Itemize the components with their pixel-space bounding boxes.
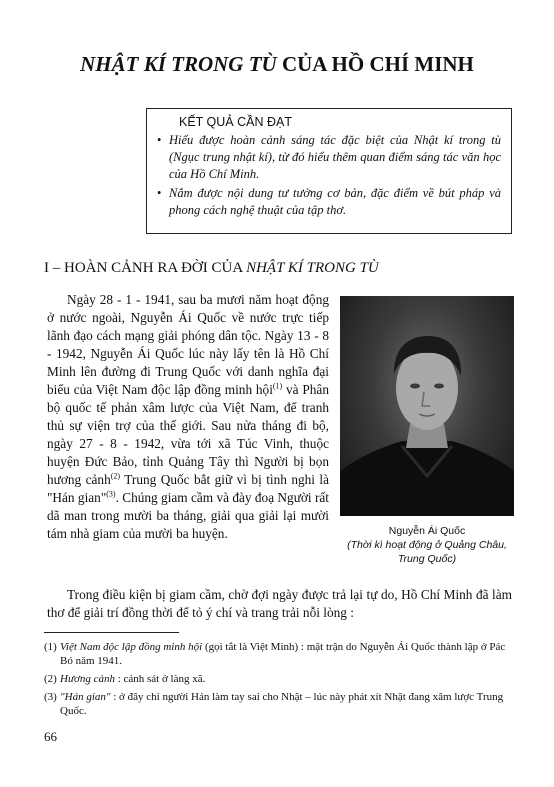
footnote-ref-3[interactable]: (3): [106, 489, 116, 499]
portrait-photo: [340, 296, 514, 516]
photo-caption-detail: (Thời kì hoạt động ở Quảng Châu, Trung Quốc): [347, 539, 507, 565]
footnotes: [44, 640, 514, 722]
portrait-image: [340, 296, 514, 516]
title-normal: CỦA HỒ CHÍ MINH: [276, 52, 474, 76]
page-title: [0, 52, 554, 77]
footnote-number: (3): [44, 691, 57, 703]
learning-goal-item: • Nắm được nội dung tư tưởng cơ bản, đặc điểm về bút pháp và phong cách nghệ thuật của tập thơ.: [157, 185, 501, 219]
footnote-ref-2[interactable]: (2): [110, 471, 121, 481]
page-number: 66: [44, 729, 57, 744]
paragraph-poetry-intro: [47, 586, 512, 622]
learning-goals-box: [146, 108, 512, 234]
footnote-text: : cảnh sát ở làng xã.: [114, 673, 206, 685]
section-heading: [44, 260, 379, 277]
footnote-item: [44, 640, 514, 668]
footnote-text: (gọi tắt là Việt Minh) : mặt trận do Nguyễn Ái Quốc thành lập ở Pác Bó năm 1941.: [60, 641, 506, 667]
paragraph-1-part-d: . Chúng giam cầm và đày đoạ Người rất dã man trong mười ba tháng, giải qua giải lại mười tám nhà giam của mười ba huyện.: [47, 490, 329, 541]
footnote-item: [44, 672, 514, 686]
learning-goals-list: [157, 132, 501, 219]
footnote-ref-1[interactable]: (1): [272, 381, 283, 391]
footnote-term: "Hán gian": [60, 691, 111, 703]
footnote-divider: [44, 632, 179, 633]
footnote-text: : ở đây chỉ người Hán làm tay sai cho Nhật – lúc này phát xít Nhật đang xâm lược Trung Quốc.: [60, 691, 504, 717]
photo-caption: [336, 524, 518, 566]
paragraph-2: Trong điều kiện bị giam cầm, chờ đợi ngày được trả lại tự do, Hồ Chí Minh đã làm thơ để giải trí đồng thời để tỏ ý chí và trang trải nỗi lòng :: [47, 587, 512, 620]
learning-goal-item: • Hiểu được hoàn cảnh sáng tác đặc biệt của Nhật kí trong tù (Ngục trung nhật kí), từ đó hiểu thêm quan điểm sáng tác văn học của Hồ Chí Minh.: [157, 132, 501, 183]
paragraph-1-part-b: và Phân bộ quốc tế phản xâm lược của Việt Nam, để tranh thủ sự viện trợ của thế giới. Sau nửa tháng đi bộ, ngày 27 - 8 - 1942, vừa tới xã Túc Vinh, thuộc huyện Đức Bảo, tỉnh Quảng Tây thì Người bị bọn hương cảnh: [47, 382, 329, 487]
paragraph-1: [47, 291, 329, 543]
footnote-number: (2): [44, 673, 57, 685]
section-heading-prefix: I – HOÀN CẢNH RA ĐỜI CỦA: [44, 260, 247, 276]
paragraph-1-part-a: Ngày 28 - 1 - 1941, sau ba mươi năm hoạt động ở nước ngoài, Nguyễn Ái Quốc về nước trực tiếp lãnh đạo cách mạng giải phóng dân tộc. Ngày 13 - 8 - 1942, Nguyễn Ái Quốc lúc này lấy tên là Hồ Chí Minh lên đường đi Trung Quốc với danh nghĩa đại biểu của Việt Nam độc lập đồng minh hội: [47, 292, 329, 397]
footnote-term: Hương cảnh: [60, 673, 115, 685]
footnote-term: Việt Nam độc lập đồng minh hội: [60, 641, 203, 653]
photo-caption-name: Nguyễn Ái Quốc: [388, 525, 466, 537]
title-italic: NHẬT KÍ TRONG TÙ: [80, 52, 277, 76]
footnote-item: [44, 690, 514, 718]
learning-goals-heading: KẾT QUẢ CẦN ĐẠT: [179, 115, 292, 129]
paragraph-1-part-c: Trung Quốc bắt giữ vì bị tình nghi là "Hán gian": [47, 472, 329, 505]
section-heading-italic: NHẬT KÍ TRONG TÙ: [246, 260, 379, 276]
footnote-number: (1): [44, 641, 57, 653]
paragraph-context: [47, 291, 329, 543]
